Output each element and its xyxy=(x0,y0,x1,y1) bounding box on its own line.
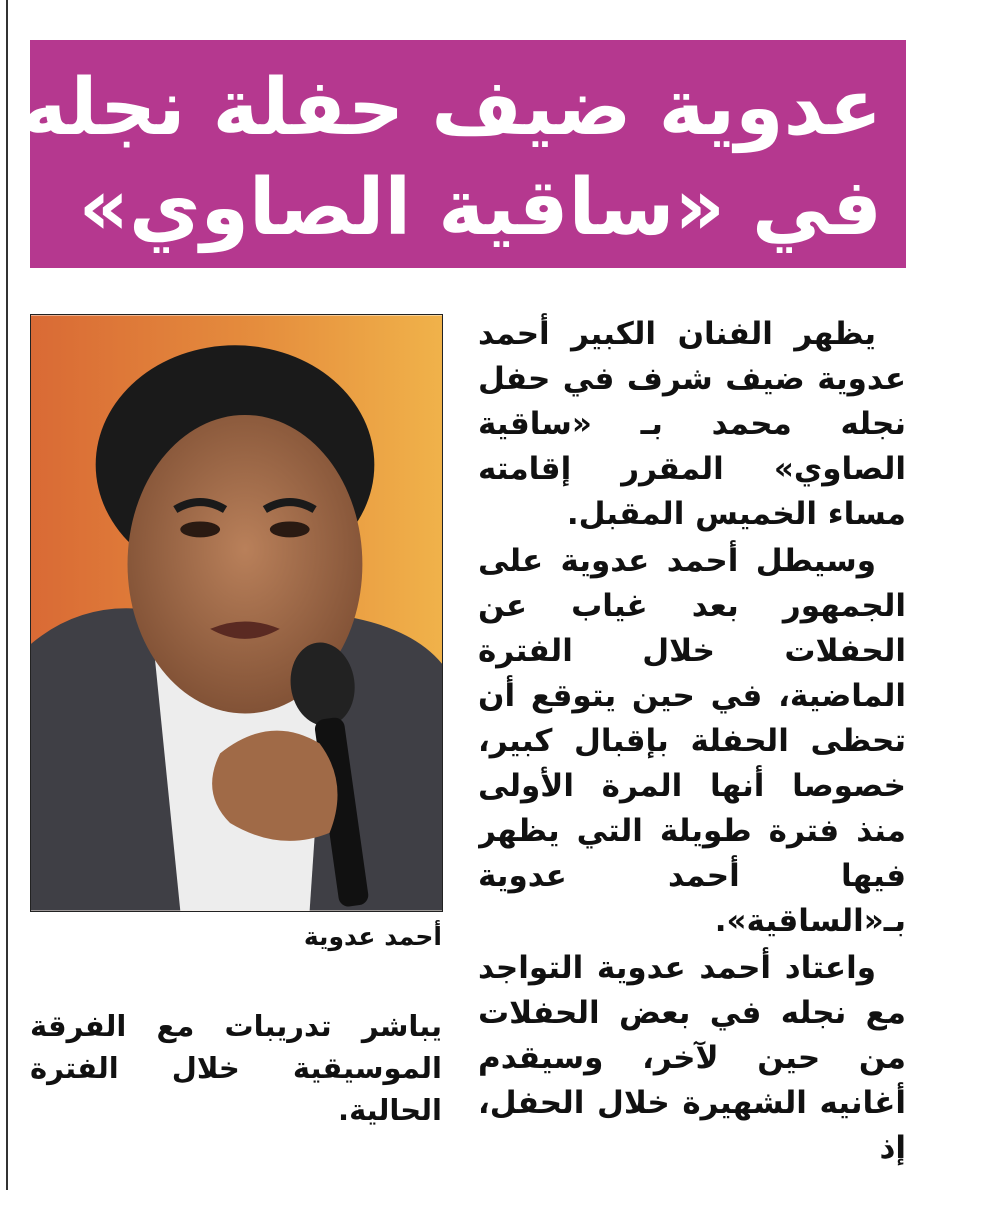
photo-illustration xyxy=(31,315,442,911)
headline-banner xyxy=(20,40,906,268)
article-paragraph-3: واعتاد أحمد عدوية التواجد مع نجله في بعض الحفلات من حين لآخر، وسيقدم أغانيه الشهيرة خلال الحفل، إذ xyxy=(478,950,906,1166)
article-photo xyxy=(30,314,443,912)
sidebar-paragraph: يباشر تدريبات مع الفرقة الموسيقية خلال الفترة الحالية. xyxy=(30,1009,442,1127)
headline-line-1: عدوية ضيف حفلة نجله xyxy=(20,63,882,153)
article-paragraph-2: وسيطل أحمد عدوية على الجمهور بعد غياب عن الحفلات خلال الفترة الماضية، في حين يتوقع أن تحظى الحفلة بإقبال كبير، خصوصا أنها المرة الأولى منذ فترة طويلة التي يظهر فيها أحمد عدوية بـ«الساقية». xyxy=(478,543,906,939)
article-paragraph-1: يظهر الفنان الكبير أحمد عدوية ضيف شرف في حفل نجله محمد بـ «ساقية الصاوي» المقرر إقامته مساء الخميس المقبل. xyxy=(478,316,906,532)
column-rule xyxy=(6,0,8,1190)
article-body xyxy=(478,312,906,1192)
headline-line-2: في «ساقية الصاوي» xyxy=(78,163,882,253)
photo-caption: أحمد عدوية xyxy=(303,922,442,951)
